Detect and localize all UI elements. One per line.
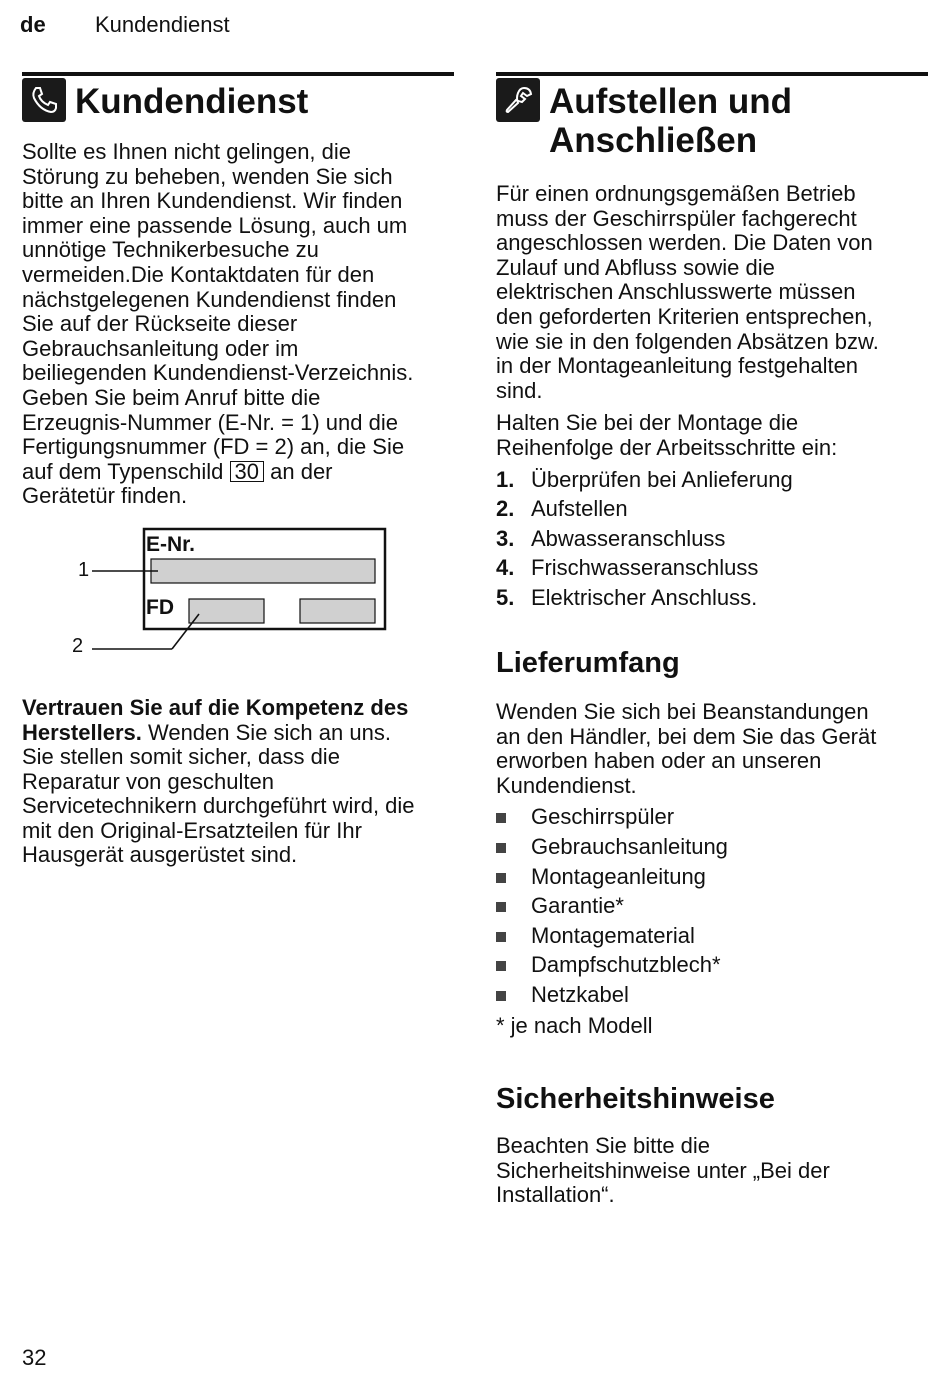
list-item: [496, 862, 928, 892]
section-heading-aufstellen: [496, 72, 928, 160]
text-fragment: an der: [270, 458, 333, 484]
bold-text: Vertrauen Sie auf die Kompetenz des: [22, 694, 409, 720]
list-item-text: Geschirrspüler: [531, 804, 675, 830]
bold-text: Herstellers.: [22, 719, 142, 745]
heading-lieferumfang: Lieferumfang: [496, 647, 680, 680]
delivery-paragraph: [496, 700, 928, 798]
text-line: Fertigungsnummer (FD = 2) an, die Sie: [22, 434, 405, 460]
text-line: bitte an Ihren Kundendienst. Wir finden: [22, 188, 403, 214]
list-item: [496, 832, 928, 862]
text-line: Gerätetür finden.: [22, 483, 188, 509]
text-line: Kundendienst.: [496, 772, 637, 798]
square-bullet-icon: [496, 873, 506, 883]
text-line: Halten Sie bei der Montage die: [496, 410, 799, 436]
text-fragment: Wenden Sie sich an uns.: [141, 719, 391, 745]
steps-intro: [496, 411, 928, 460]
step-item: [496, 524, 928, 554]
fd-field-2: [300, 599, 375, 623]
step-text: Frischwasseranschluss: [531, 555, 759, 581]
text-line: nächstgelegenen Kundendienst finden: [22, 286, 397, 312]
text-line: [22, 721, 454, 746]
step-item: [496, 553, 928, 583]
intro-paragraph: [496, 182, 928, 403]
text-line: Sie auf der Rückseite dieser: [22, 311, 298, 337]
installation-steps-list: [496, 465, 928, 613]
square-bullet-icon: [496, 932, 506, 942]
callout-label-1: 1: [78, 558, 90, 581]
phone-icon: [22, 78, 66, 122]
square-bullet-icon: [496, 991, 506, 1001]
square-bullet-icon: [496, 843, 506, 853]
square-bullet-icon: [496, 902, 506, 912]
plate-label-enr: E-Nr.: [146, 532, 196, 556]
step-item: [496, 583, 928, 613]
text-line: Hausgerät ausgerüstet sind.: [22, 842, 298, 868]
step-item: [496, 494, 928, 524]
text-line: sind.: [496, 377, 543, 403]
enr-field: [151, 559, 375, 583]
section-title-line-1: Aufstellen und: [549, 82, 793, 121]
list-item-text: Garantie*: [531, 893, 624, 919]
section-title: Kundendienst: [75, 82, 309, 121]
list-item-text: Gebrauchsanleitung: [531, 834, 728, 859]
text-line: Sicherheitshinweise unter „Bei der: [496, 1157, 830, 1183]
text-line: Erzeugnis-Nummer (E-Nr. = 1) und die: [22, 409, 398, 435]
manufacturer-paragraph: [22, 696, 454, 868]
list-item-text: Dampfschutzblech*: [531, 952, 721, 978]
heading-sicherheitshinweise: Sicherheitshinweise: [496, 1083, 775, 1116]
text-line: Geben Sie beim Anruf bitte die: [22, 384, 321, 410]
list-item-text: Montageanleitung: [531, 863, 706, 889]
text-line: Störung zu beheben, wenden Sie sich: [22, 163, 393, 189]
figure-reference-box: 30: [230, 461, 264, 482]
text-line: den geforderten Kriterien entsprechen,: [496, 303, 873, 329]
text-line: Beachten Sie bitte die: [496, 1133, 711, 1159]
text-line: muss der Geschirrspüler fachgerecht: [496, 205, 857, 231]
step-text: Abwasseranschluss: [531, 525, 726, 551]
safety-paragraph: [496, 1134, 928, 1208]
text-line: Servicetechnikern durchgeführt wird, die: [22, 793, 415, 819]
text-line: in der Montageanleitung festgehalten: [496, 353, 859, 379]
section-title-line-2: Anschließen: [549, 121, 758, 160]
text-line: [22, 460, 454, 485]
text-line: wie sie in den folgenden Absätzen bzw.: [496, 328, 879, 354]
step-number: 5.: [496, 584, 515, 610]
plate-label-fd: FD: [146, 595, 174, 619]
list-item: [496, 891, 928, 921]
text-line: erworben haben oder an unseren: [496, 748, 822, 774]
text-fragment: auf dem Typenschild: [22, 458, 224, 484]
step-number: 3.: [496, 525, 515, 551]
text-line: Installation“.: [496, 1182, 615, 1208]
delivery-items-list: [496, 802, 928, 1009]
text-line: [22, 696, 454, 721]
step-number: 4.: [496, 555, 515, 581]
section-heading-kundendienst: [22, 72, 454, 121]
text-line: Wenden Sie sich bei Beanstandungen: [496, 699, 869, 725]
step-number: 2.: [496, 496, 515, 522]
list-item: [496, 921, 928, 951]
intro-paragraph: [22, 140, 454, 509]
text-line: elektrischen Anschlusswerte müssen: [496, 279, 856, 305]
page-number: 32: [22, 1345, 47, 1370]
text-line: angeschlossen werden. Die Daten von: [496, 230, 873, 256]
square-bullet-icon: [496, 813, 506, 823]
step-text: Überprüfen bei Anlieferung: [531, 466, 793, 492]
text-line: Sie stellen somit sicher, dass die: [22, 744, 340, 770]
text-line: vermeiden.Die Kontaktdaten für den: [22, 261, 375, 287]
list-item: [496, 980, 928, 1010]
text-line: an den Händler, bei dem Sie das Gerät: [496, 723, 877, 749]
running-header: Kundendienst: [95, 12, 230, 37]
fd-field: [189, 599, 264, 623]
footnote: * je nach Modell: [496, 1012, 653, 1038]
right-column: [496, 72, 928, 1208]
list-item-text: Montagematerial: [531, 922, 695, 948]
text-line: Zulauf und Abfluss sowie die: [496, 254, 775, 280]
text-line: unnötige Technikerbesuche zu: [22, 237, 319, 263]
step-text: Elektrischer Anschluss.: [531, 584, 758, 610]
step-number: 1.: [496, 466, 515, 492]
text-line: Gebrauchsanleitung oder im: [22, 335, 299, 361]
step-item: [496, 465, 928, 495]
text-line: immer eine passende Lösung, auch um: [22, 212, 408, 238]
wrench-icon: [496, 78, 540, 122]
text-line: Reihenfolge der Arbeitsschritte ein:: [496, 434, 838, 460]
text-line: Für einen ordnungsgemäßen Betrieb: [496, 181, 856, 206]
text-line: mit den Original-Ersatzteilen für Ihr: [22, 817, 362, 843]
text-line: beiliegenden Kundendienst-Verzeichnis.: [22, 360, 414, 386]
rating-plate-diagram: [22, 523, 454, 681]
text-line: Reparatur von geschulten: [22, 768, 274, 794]
step-text: Aufstellen: [531, 496, 628, 522]
list-item: [496, 802, 928, 832]
callout-label-2: 2: [72, 634, 84, 657]
list-item: [496, 950, 928, 980]
language-code: de: [20, 12, 46, 37]
list-item-text: Netzkabel: [531, 981, 629, 1007]
square-bullet-icon: [496, 961, 506, 971]
text-line: Sollte es Ihnen nicht gelingen, die: [22, 139, 352, 164]
left-column: [22, 72, 454, 868]
